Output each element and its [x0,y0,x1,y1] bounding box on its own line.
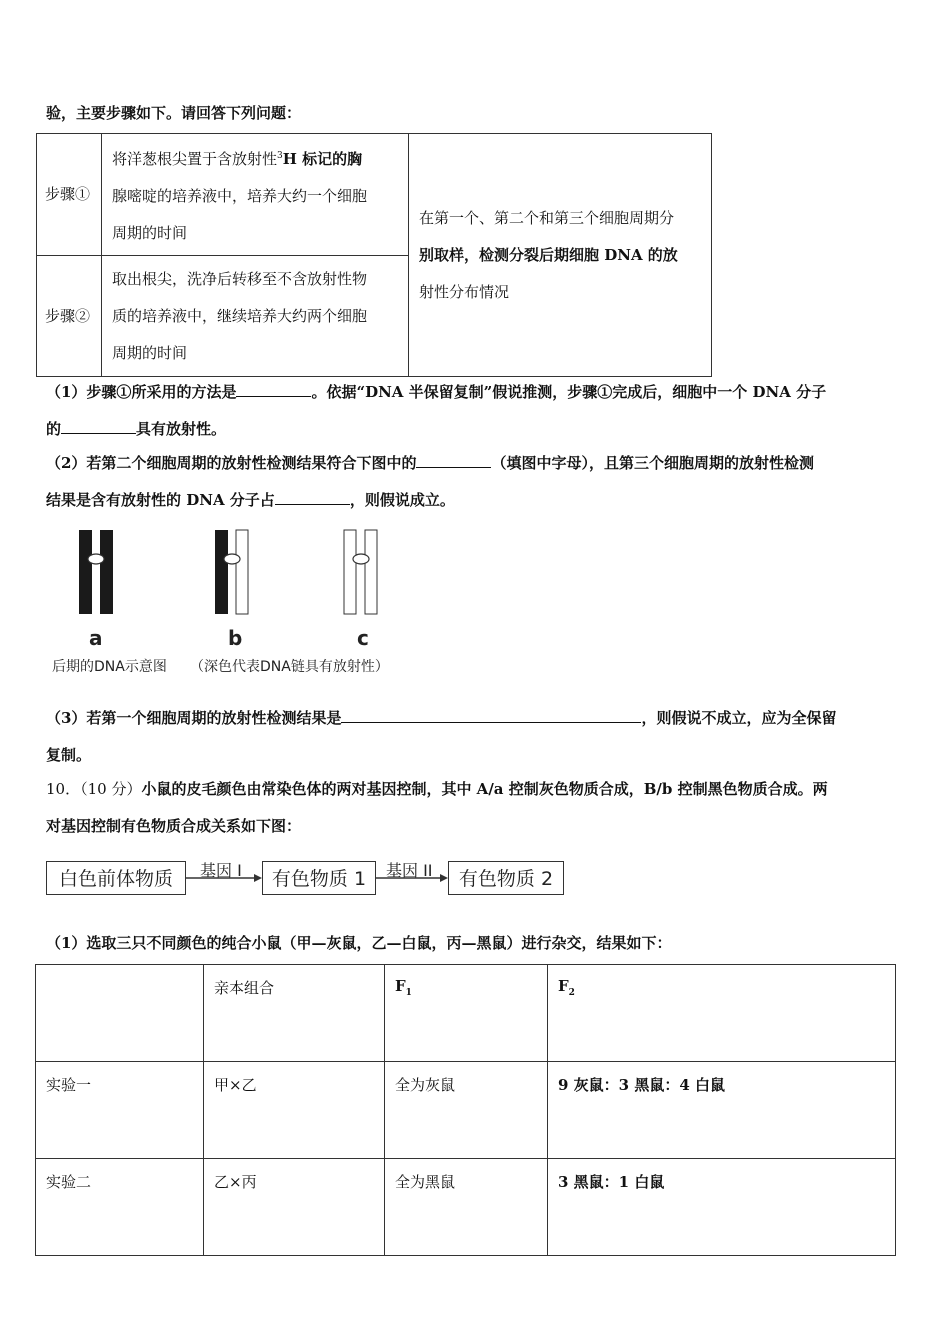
table-row [36,1159,896,1256]
flow-box-colored-1: 有色物质 1 [262,861,376,895]
answer-blank[interactable] [61,419,136,434]
detection-line-3: 射性分布情况 [419,282,510,301]
q10-line-2: 对基因控制有色物质合成关系如下图： [46,817,302,835]
answer-blank[interactable] [341,708,641,723]
q3-line-2: 复制。 [46,746,92,764]
q10-sub1-text: （1）选取三只不同颜色的纯合小鼠（甲—灰鼠，乙—白鼠，丙—黑鼠）进行杂交，结果如下： [46,934,672,952]
answer-blank[interactable] [416,453,491,468]
step2-content [102,256,409,377]
q2-line-2: 结果是含有放射性的 DNA 分子占 ，则假说成立。 [46,491,455,509]
dna-b-strand-left [215,530,228,614]
dna-b-centromere [224,554,240,564]
dna-caption-left: 后期的DNA示意图 [52,659,167,675]
step1-label: 步骤① [37,134,102,256]
dna-label-c: c [357,626,369,650]
header-cell-f2: $F_2$ [548,965,896,1062]
detection-content [409,134,712,377]
step2-line-2: 质的培养液中，继续培养大约两个细胞 [112,306,368,325]
parents-cell: 乙×丙 [204,1159,385,1256]
header-cell-parents: 亲本组合 [204,965,385,1062]
q10-line-1: 10．（10 分）小鼠的皮毛颜色由常染色体的两对基因控制，其中 A/a 控制灰色物质合成，B/b 控制黑色物质合成。两 [46,780,828,798]
arrow-right-icon [186,872,262,884]
parents-cell: 甲×乙 [204,1062,385,1159]
q2-line-1: （2）若第二个细胞周期的放射性检测结果符合下图中的 （填图中字母），且第三个细胞周期的放射性检测 [46,454,814,472]
step2-line-1: 取出根尖，洗净后转移至不含放射性物 [112,269,368,288]
step2-label: 步骤② [37,256,102,377]
dna-c-strand-right [365,530,377,614]
q1-line-2: 的 具有放射性。 [46,420,227,438]
detection-line-2: 别取样，检测分裂后期细胞 DNA 的放 [419,245,678,264]
table-row [36,1062,896,1159]
dna-label-b: b [228,626,243,650]
results-table [35,964,896,1256]
step2-line-3: 周期的时间 [112,343,188,362]
dna-diagram [60,524,420,624]
dna-c-centromere [353,554,369,564]
f2-cell: 3 黑鼠：1 白鼠 [548,1159,896,1256]
dna-label-a: a [89,626,103,650]
row-label: 实验二 [36,1159,204,1256]
step1-line-1: 将洋葱根尖置于含放射性$^3$H 标记的胸 [112,149,363,168]
dna-c-figure [344,530,377,614]
flow-box-white-precursor: 白色前体物质 [46,861,186,895]
f1-cell: 全为灰鼠 [385,1062,548,1159]
answer-blank[interactable] [275,490,350,505]
flow-gene-1-label: 基因 I [200,861,242,880]
q3-line-1: （3）若第一个细胞周期的放射性检测结果是 ，则假说不成立，应为全保留 [46,709,837,727]
header-cell-f1: $F_1$ [385,965,548,1062]
row-label: 实验一 [36,1062,204,1159]
arrow-right-icon [376,872,448,884]
flow-gene-2-label: 基因 II [386,861,433,880]
dna-a-strand-left [79,530,92,614]
q1-line-1: （1）步骤①所采用的方法是 。依据“DNA 半保留复制”假说推测，步骤①完成后，细胞中一个 DNA 分子 [46,383,827,401]
flow-box-colored-2: 有色物质 2 [448,861,564,895]
dna-a-figure [79,530,113,614]
dna-c-strand-left [344,530,356,614]
header-cell-empty [36,965,204,1062]
dna-b-figure [215,530,248,614]
dna-a-strand-right [100,530,113,614]
superscript-3: 3 [277,150,283,161]
table-header-row [36,965,896,1062]
dna-a-centromere [88,554,104,564]
step1-line-2: 腺嘧啶的培养液中，培养大约一个细胞 [112,186,368,205]
f2-cell: 9 灰鼠：3 黑鼠：4 白鼠 [548,1062,896,1159]
intro-text: 验，主要步骤如下。请回答下列问题： [46,104,302,122]
step1-content [102,134,409,256]
dna-caption-right: （深色代表DNA链具有放射性） [190,659,389,675]
f1-cell: 全为黑鼠 [385,1159,548,1256]
question-number: 10．（10 分） [46,780,142,798]
dna-b-strand-right [236,530,248,614]
answer-blank[interactable] [236,382,311,397]
step1-line-3: 周期的时间 [112,223,188,242]
detection-line-1: 在第一个、第二个和第三个细胞周期分 [419,208,675,227]
steps-table [36,133,712,377]
